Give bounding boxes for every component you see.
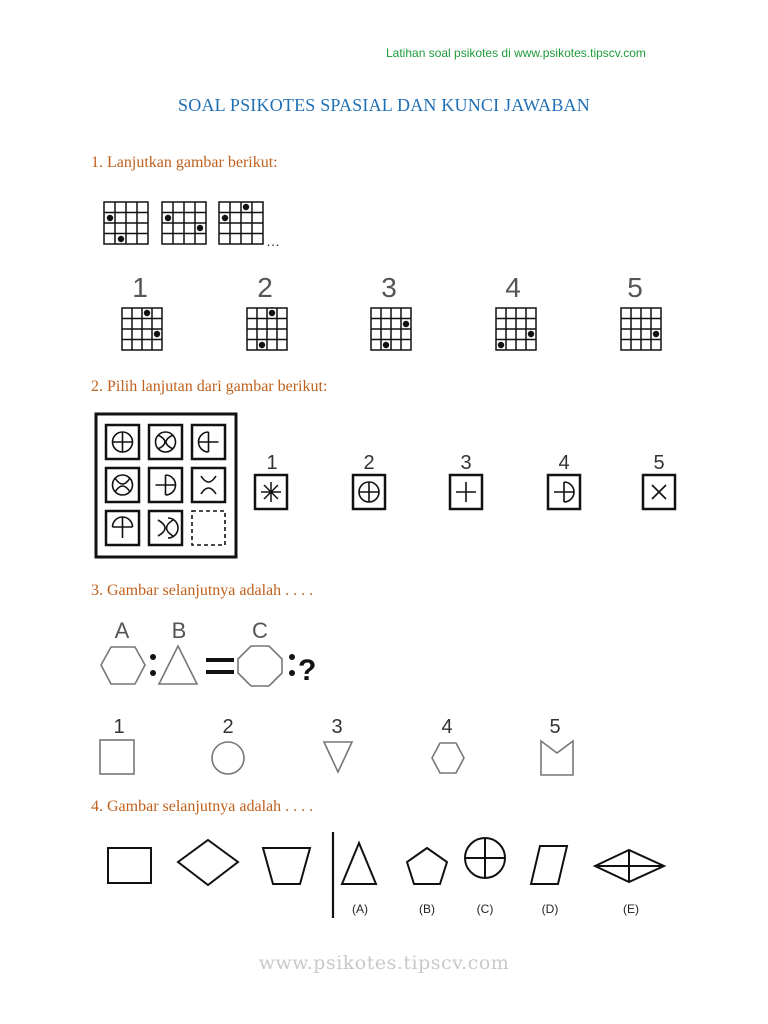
q3-label-a: A [114, 618, 130, 643]
q4-option-label-e: (E) [623, 902, 639, 916]
q3-option-label-2: 2 [222, 716, 234, 738]
q4-option-label-c: (C) [476, 902, 494, 916]
site-note: Latihan soal psikotes di www.psikotes.tipscv.com [386, 46, 646, 60]
q4-square [108, 848, 151, 883]
question-2-text: 2. Pilih lanjutan dari gambar berikut: [91, 378, 328, 395]
question-4-text: 4. Gambar selanjutnya adalah . . . . [91, 798, 314, 815]
page-title: SOAL PSIKOTES SPASIAL DAN KUNCI JAWABAN [178, 95, 590, 115]
q3-option-label-3: 3 [331, 716, 343, 738]
q1-ellipsis: … [266, 233, 280, 249]
q4-option-triangle [342, 843, 376, 884]
q2-option-label-1: 1 [266, 452, 278, 474]
question-3-text: 3. Gambar selanjutnya adalah . . . . [91, 582, 314, 599]
q3-question-mark: ? [298, 654, 317, 687]
q1-option-label-4: 4 [505, 272, 521, 303]
question-1-text: 1. Lanjutkan gambar berikut: [91, 154, 278, 171]
q3-option-label-4: 4 [441, 716, 453, 738]
q4-option-label-d: (D) [541, 902, 559, 916]
q4-option-label-b: (B) [419, 902, 435, 916]
q3-option-label-5: 5 [549, 716, 561, 738]
q3-option-label-1: 1 [113, 716, 125, 738]
q1-option-label-2: 2 [257, 272, 273, 303]
q1-option-label-3: 3 [381, 272, 397, 303]
q3-label-c: C [252, 618, 268, 643]
q2-option-label-4: 4 [558, 452, 570, 474]
q4-option-pentagon [407, 848, 447, 884]
q4-trapezoid [263, 848, 310, 884]
q1-option-label-5: 5 [627, 272, 643, 303]
footer-watermark: www.psikotes.tipscv.com [258, 952, 510, 974]
q4-option-parallelogram [531, 846, 567, 884]
q4-option-label-a: (A) [352, 902, 368, 916]
q4-diamond [178, 840, 238, 885]
q2-option-label-2: 2 [363, 452, 375, 474]
q1-option-label-1: 1 [132, 272, 148, 303]
q3-label-b: B [171, 618, 187, 643]
q2-option-label-3: 3 [460, 452, 472, 474]
q2-option-label-5: 5 [653, 452, 665, 474]
